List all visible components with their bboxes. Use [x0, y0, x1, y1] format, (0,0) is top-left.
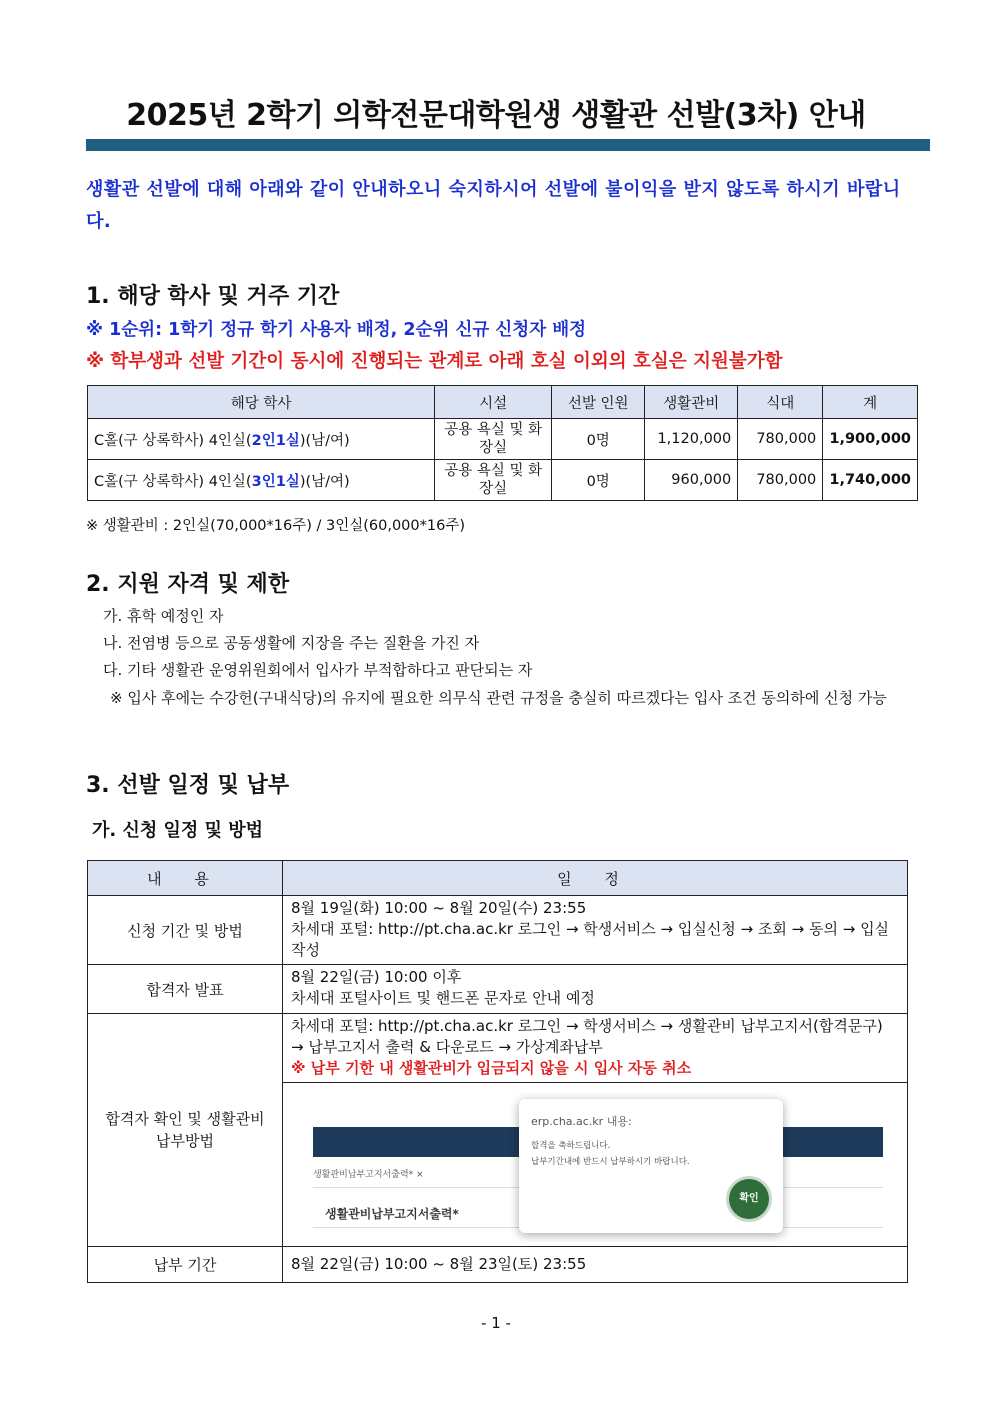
- total-cell: 1,740,000: [823, 460, 918, 501]
- title-underline: [86, 139, 930, 151]
- popup-line: 납부기간내에 반드시 납부하시기 바랍니다.: [531, 1157, 690, 1167]
- confirm-method: 차세대 포털: http://pt.cha.ac.kr 로그인 → 학생서비스 → 생활관비 납부고지서(합격문구) → 납부고지서 출력 & 다운로드 → 가상계좌납부: [291, 1017, 883, 1056]
- table-row: [88, 896, 908, 965]
- fee-footnote: ※ 생활관비 : 2인실(70,000*16주) / 3인실(60,000*16주): [86, 518, 465, 534]
- dorm-prefix: C홀(구 상록학사) 4인실(: [94, 432, 252, 449]
- table-header: 생활관비: [645, 386, 738, 419]
- announce-date: 8월 22일(금) 10:00 이후: [291, 968, 462, 986]
- room-type: 3인1실: [251, 473, 300, 490]
- section3-heading: 3. 선발 일정 및 납부: [86, 773, 290, 798]
- room-type: 2인1실: [251, 432, 300, 449]
- meal-cell: 780,000: [738, 460, 823, 501]
- confirm-label: 합격자 확인 및 생활관비 납부방법: [88, 1014, 283, 1247]
- facility-cell: 공용 욕실 및 화장실: [435, 419, 552, 460]
- page-title: 2025년 2학기 의학전문대학원생 생활관 선발(3차) 안내: [126, 98, 866, 133]
- popup-domain: erp.cha.ac.kr 내용:: [531, 1115, 632, 1128]
- dorm-cell: [88, 460, 435, 501]
- section1-heading: 1. 해당 학사 및 거주 기간: [86, 284, 340, 309]
- table-header: 해당 학사: [88, 386, 435, 419]
- portal-tab: [313, 1167, 424, 1180]
- apply-date: 8월 19일(화) 10:00 ~ 8월 20일(수) 23:55: [291, 899, 587, 917]
- dorm-cell: [88, 419, 435, 460]
- table-row: [88, 965, 908, 1014]
- fee-cell: 960,000: [645, 460, 738, 501]
- facility-cell: 공용 욕실 및 화장실: [435, 460, 552, 501]
- table-row: [88, 1247, 908, 1283]
- warning-note: ※ 학부생과 선발 기간이 동시에 진행되는 관계로 아래 호실 이외의 호실은 지원불가함: [86, 351, 783, 372]
- count-cell: 0명: [552, 460, 645, 501]
- popup-line: 합격을 축하드립니다.: [531, 1141, 611, 1151]
- confirm-warning: ※ 납부 기한 내 생활관비가 입금되지 않을 시 입사 자동 취소: [291, 1059, 692, 1077]
- intro-text: 생활관 선발에 대해 아래와 같이 안내하오니 숙지하시어 선발에 불이익을 받지 않도록 하시기 바랍니다.: [86, 179, 901, 232]
- pay-date: 8월 22일(금) 10:00 ~ 8월 23일(토) 23:55: [283, 1247, 908, 1283]
- total-cell: 1,900,000: [823, 419, 918, 460]
- schedule-table: [87, 860, 908, 1283]
- list-item: 다. 기타 생활관 운영위원회에서 입사가 부적합하다고 판단되는 자: [103, 661, 533, 679]
- section3-subheading: 가. 신청 일정 및 방법: [92, 820, 264, 841]
- priority-note: ※ 1순위: 1학기 정규 학기 사용자 배정, 2순위 신규 신청자 배정: [86, 320, 587, 340]
- section2-heading: 2. 지원 자격 및 제한: [86, 572, 290, 597]
- meal-note: ※ 입사 후에는 수강헌(구내식당)의 유지에 필요한 의무식 관련 규정을 충실히 따르겠다는 입사 조건 동의하에 신청 가능: [110, 689, 887, 707]
- meal-cell: 780,000: [738, 419, 823, 460]
- pay-label: 납부 기간: [88, 1247, 283, 1283]
- portal-page-title: 생활관비납부고지서출력*: [325, 1207, 459, 1221]
- list-item: 가. 휴학 예정인 자: [103, 607, 224, 625]
- portal-tab-label: 생활관비납부고지서출력*: [313, 1170, 414, 1180]
- dormitory-table: [87, 385, 918, 501]
- announce-cell: [283, 965, 908, 1014]
- popup-confirm-button: 확인: [729, 1179, 769, 1219]
- close-icon: ×: [416, 1170, 424, 1180]
- table-header: 일 정: [283, 861, 908, 896]
- table-header: 선발 인원: [552, 386, 645, 419]
- page-number: - 1 -: [481, 1314, 511, 1332]
- apply-label: 신청 기간 및 방법: [88, 896, 283, 965]
- announce-label: 합격자 발표: [88, 965, 283, 1014]
- table-header-row: [88, 861, 908, 896]
- apply-cell: [283, 896, 908, 965]
- table-header: 식대: [738, 386, 823, 419]
- count-cell: 0명: [552, 419, 645, 460]
- portal-screenshot: [287, 1087, 903, 1242]
- table-row: [88, 419, 918, 460]
- table-row: [88, 460, 918, 501]
- dorm-suffix: )(남/여): [299, 432, 350, 449]
- dorm-prefix: C홀(구 상록학사) 4인실(: [94, 473, 252, 490]
- alert-popup: [519, 1099, 783, 1233]
- table-header-row: [88, 386, 918, 419]
- table-header: 내 용: [88, 861, 283, 896]
- fee-cell: 1,120,000: [645, 419, 738, 460]
- list-item: 나. 전염병 등으로 공동생활에 지장을 주는 질환을 가진 자: [103, 634, 480, 652]
- table-header: 시설: [435, 386, 552, 419]
- screenshot-cell: [283, 1083, 908, 1247]
- confirm-cell: [283, 1014, 908, 1083]
- dorm-suffix: )(남/여): [299, 473, 350, 490]
- announce-method: 차세대 포털사이트 및 핸드폰 문자로 안내 예정: [291, 989, 595, 1007]
- apply-method: 차세대 포털: http://pt.cha.ac.kr 로그인 → 학생서비스 → 입실신청 → 조회 → 동의 → 입실 작성: [291, 920, 890, 959]
- restriction-list: [103, 603, 532, 684]
- table-row: [88, 1014, 908, 1083]
- table-header: 계: [823, 386, 918, 419]
